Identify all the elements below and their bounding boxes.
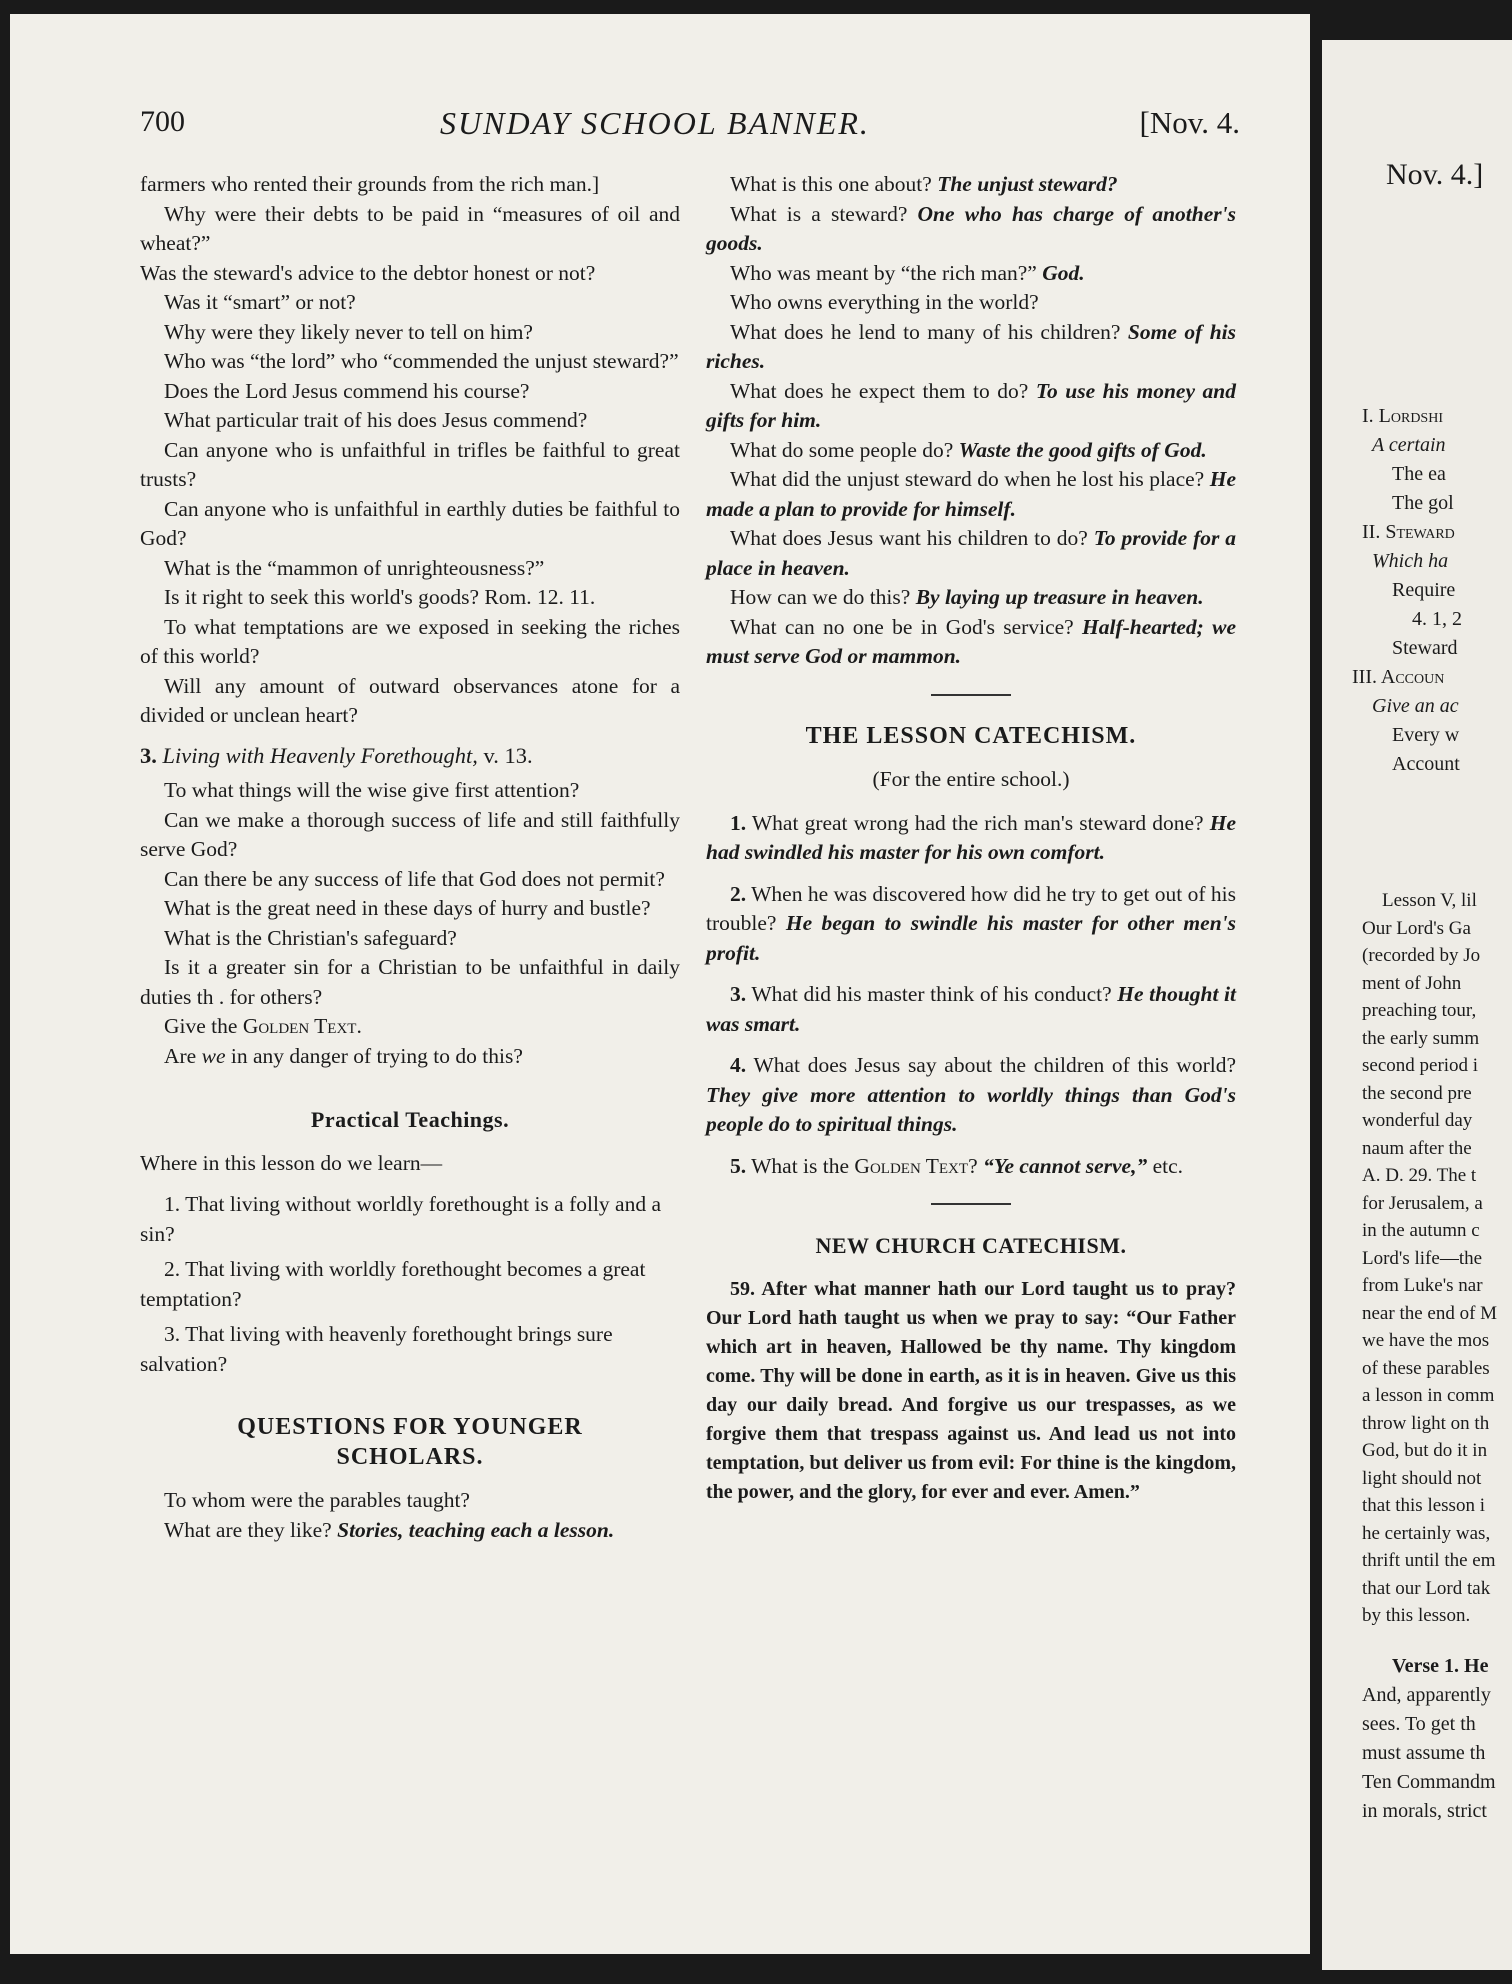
item-number: 5. (730, 1153, 747, 1178)
question: What does he expect them to do? (730, 378, 1029, 403)
body-line: Our Lord's Ga (1362, 917, 1471, 939)
page-number: 700 (140, 105, 185, 138)
qa-item (706, 259, 1236, 289)
body-line: for Jerusalem, a (1362, 1192, 1483, 1214)
question-text: What is the Christian's safeguard? (164, 925, 457, 950)
question: What is the (751, 1153, 855, 1178)
body-line: preaching tour, (1362, 1000, 1477, 1021)
answer: He had swindled his master for his own comfort. (706, 810, 1236, 864)
question: What is this one about? (730, 172, 932, 196)
section-heading (140, 741, 680, 771)
outline-line: Require (1392, 579, 1456, 601)
body-line: by this lesson. (1362, 1605, 1471, 1626)
question-text: Will any amount of outward observances atone for a divided or unclean heart? (140, 673, 680, 727)
answer: They give more attention to worldly things than God's people do to spiritual things. (706, 1082, 1236, 1136)
body-line: light should not (1362, 1467, 1482, 1489)
outline-line: Account (1392, 753, 1460, 775)
catechism-item (706, 1152, 1236, 1182)
item-number: 2. (730, 881, 747, 906)
facing-page-date: Nov. 4.] (1386, 158, 1484, 191)
divider (931, 694, 1011, 696)
question: What did his master think of his conduct? (751, 982, 1112, 1006)
question-text: What particular trait of his does Jesus commend? (164, 408, 588, 432)
answer: The unjust steward? (937, 172, 1118, 196)
question: What can no one be in God's service? (730, 614, 1074, 639)
question: How can we do this? (730, 585, 911, 609)
question-text: Why were they likely never to tell on him? (164, 319, 533, 344)
outline-line: Every w (1392, 724, 1460, 746)
outline-line: I. Lordshi (1362, 405, 1443, 427)
section-title: Living with Heavenly Forethought, (162, 742, 478, 768)
new-church-catechism-text: 59. After what manner hath our Lord taught us to pray? Our Lord hath taught us when we pray to say: “Our Father which art in heaven, Hallowed be thy name. Thy kingdom come. Thy will be done in earth, as it is in heaven. Give us this day our daily bread. And forgive us our trespasses, as we forgive them that trespass against us. And lead us not into temptation, but deliver us from evil: For thine is the kingdom, the power, and the glory, for ever and ever. Amen.” (706, 1277, 1236, 1503)
younger-qa-list (706, 170, 1236, 672)
qa-item (706, 200, 1236, 259)
verse-line: must assume th (1362, 1742, 1486, 1764)
teaching-item: 3. That living with heavenly forethought brings sure salvation? (140, 1322, 613, 1376)
body-line: from Luke's nar (1362, 1275, 1483, 1296)
question-text: Can anyone who is unfaithful in earthly duties be faithful to God? (140, 496, 680, 550)
body-line: A. D. 29. The t (1362, 1165, 1477, 1186)
question: ? (968, 1153, 978, 1178)
question-text: Was the steward's advice to the debtor honest or not? (140, 260, 596, 285)
divider (931, 1203, 1011, 1205)
body-line: of these parables (1362, 1357, 1490, 1379)
body-line: that our Lord tak (1362, 1577, 1491, 1599)
question-text: Does the Lord Jesus commend his course? (164, 378, 530, 403)
qa-item (706, 524, 1236, 583)
body-line: (recorded by Jo (1362, 945, 1481, 966)
golden-text-term: Golden Text (854, 1153, 969, 1178)
qa-item (706, 377, 1236, 436)
qa-item (706, 465, 1236, 524)
body-line: the second pre (1362, 1082, 1472, 1104)
qa-item (706, 170, 1236, 200)
catechism-item (706, 980, 1236, 1039)
outline-line: III. Accoun (1352, 666, 1445, 688)
page-header (140, 105, 1240, 145)
teaching-item: 2. That living with worldly forethought becomes a great temptation? (140, 1257, 646, 1311)
question-text (140, 1012, 680, 1042)
question-text (140, 1516, 680, 1546)
catechism-item (706, 1051, 1236, 1140)
answer: Some of his riches. (706, 319, 1236, 373)
outline-line: A certain (1372, 434, 1446, 456)
lesson-catechism-heading: THE LESSON CATECHISM. (805, 722, 1137, 749)
answer: Stories, teaching each a lesson. (337, 1517, 615, 1542)
text-fragment: in any danger of trying to do this? (225, 1043, 523, 1068)
answer: By laying up treasure in heaven. (915, 585, 1204, 609)
answer: He thought it was smart. (706, 982, 1236, 1036)
question-text: Can there be any success of life that God does not permit? (164, 866, 665, 891)
body-line: second period i (1362, 1055, 1479, 1076)
question-text: Is it right to seek this world's goods? Rom. 12. 11. (164, 585, 596, 609)
body-line: near the end of M (1362, 1302, 1498, 1324)
question: What is a steward? (730, 201, 908, 226)
item-number: 1. (730, 810, 747, 835)
question: What are they like? (164, 1517, 332, 1542)
verse-line: Verse 1. He (1392, 1655, 1489, 1677)
catechism-subtitle: (For the entire school.) (872, 767, 1070, 791)
text-fragment: . (356, 1014, 362, 1038)
answer: To use his money and gifts for him. (706, 378, 1236, 432)
question: Who owns everything in the world? (730, 290, 1039, 314)
younger-scholars-heading: QUESTIONS FOR YOUNGER SCHOLARS. (237, 1414, 583, 1470)
item-number: 4. (730, 1053, 747, 1077)
outline-line: Steward (1392, 637, 1458, 659)
golden-text-term: Golden Text (242, 1014, 357, 1038)
verse-line: sees. To get th (1362, 1713, 1476, 1735)
teaching-item: 1. That living without worldly forethought is a folly and a sin? (140, 1192, 662, 1246)
right-column (706, 170, 1236, 1507)
running-title: SUNDAY SCHOOL BANNER. (440, 105, 870, 141)
body-line: Lesson V, lil (1382, 890, 1477, 911)
body-line: naum after the (1362, 1137, 1472, 1159)
question-text: Was it “smart” or not? (164, 290, 356, 314)
verse-line: in morals, strict (1362, 1800, 1487, 1822)
outline-line: II. Steward (1362, 521, 1455, 543)
body-line: the early summ (1362, 1027, 1480, 1049)
item-number: 3. (730, 982, 747, 1006)
new-church-catechism-heading: NEW CHURCH CATECHISM. (815, 1233, 1127, 1258)
body-line: in the autumn c (1362, 1220, 1480, 1241)
facing-page (1322, 40, 1512, 1970)
question: What does Jesus want his children to do? (730, 526, 1088, 550)
text-fragment: Give the (164, 1014, 243, 1038)
answer: Half-hearted; we must serve God or mammon. (706, 614, 1236, 668)
question: When he was discovered how did he try to get out of his trouble? (706, 881, 1236, 935)
outline-line: Which ha (1372, 550, 1449, 572)
question-text: Can we make a thorough success of life and still faithfully serve God? (140, 807, 680, 861)
catechism-item (706, 809, 1236, 868)
body-line: ment of John (1362, 972, 1462, 994)
left-column (140, 170, 680, 1545)
question-text: To whom were the parables taught? (164, 1488, 470, 1512)
body-line: wonderful day (1362, 1110, 1473, 1131)
emphasis: we (201, 1043, 226, 1068)
practical-teachings-heading: Practical Teachings. (310, 1107, 510, 1132)
outline-line: 4. 1, 2 (1412, 608, 1462, 630)
answer: God. (1042, 260, 1085, 285)
question-text: What is the great need in these days of hurry and bustle? (164, 896, 651, 920)
outline-line: The gol (1392, 492, 1454, 514)
body-line: throw light on th (1362, 1412, 1490, 1434)
question-text: Is it a greater sin for a Christian to be unfaithful in daily duties th . for others? (140, 955, 680, 1009)
outline-line: Give an ac (1372, 695, 1459, 717)
question: Who was meant by “the rich man?” (730, 260, 1037, 285)
practical-intro: Where in this lesson do we learn— (140, 1150, 443, 1175)
question: What does he lend to many of his children? (730, 319, 1121, 344)
body-line: a lesson in comm (1362, 1385, 1495, 1406)
issue-date: [Nov. 4. (1139, 105, 1240, 140)
body-line: he certainly was, (1362, 1522, 1491, 1544)
question: What does Jesus say about the children of this world? (753, 1053, 1236, 1077)
answer: One who has charge of another's goods. (706, 201, 1236, 255)
answer: Waste the good gifts of God. (958, 437, 1207, 462)
body-line: thrift until the em (1362, 1550, 1496, 1571)
question-text: Can anyone who is unfaithful in trifles be faithful to great trusts? (140, 437, 680, 491)
question-text: Why were their debts to be paid in “measures of oil and wheat?” (140, 201, 680, 255)
question-text: To what things will the wise give first attention? (164, 778, 580, 802)
answer: He made a plan to provide for himself. (706, 467, 1237, 521)
qa-item (706, 613, 1236, 672)
body-line: God, but do it in (1362, 1440, 1488, 1461)
qa-item (706, 583, 1236, 613)
body-line: Lord's life—the (1362, 1247, 1483, 1269)
catechism-item (706, 880, 1236, 969)
text-fragment: Are (164, 1043, 202, 1068)
answer: To provide for a place in heaven. (706, 526, 1237, 580)
qa-item (706, 288, 1236, 318)
catechism-list (706, 809, 1236, 1140)
text-fragment: etc. (1147, 1153, 1184, 1178)
question-text: farmers who rented their grounds from the rich man.] (140, 172, 600, 196)
question-text: Who was “the lord” who “commended the unjust steward?” (164, 349, 679, 373)
question: What did the unjust steward do when he lost his place? (730, 467, 1205, 491)
section-number: 3. (140, 742, 157, 768)
question: What great wrong had the rich man's steward done? (751, 810, 1204, 835)
answer: “Ye cannot serve,” (982, 1153, 1148, 1178)
answer: He began to swindle his master for other men's profit. (706, 911, 1236, 965)
qa-item (706, 436, 1236, 466)
qa-item (706, 318, 1236, 377)
question-text: To what temptations are we exposed in seeking the riches of this world? (140, 614, 680, 668)
verse-line: Ten Commandm (1362, 1771, 1496, 1793)
question: What do some people do? (730, 437, 954, 462)
section-ref: v. 13. (477, 742, 533, 768)
verse-line: And, apparently (1362, 1684, 1491, 1706)
outline-line: The ea (1392, 463, 1446, 485)
question-text: What is the “mammon of unrighteousness?” (164, 555, 545, 580)
body-line: we have the mos (1362, 1330, 1490, 1351)
question-text (140, 1042, 680, 1072)
body-line: that this lesson i (1362, 1495, 1485, 1516)
